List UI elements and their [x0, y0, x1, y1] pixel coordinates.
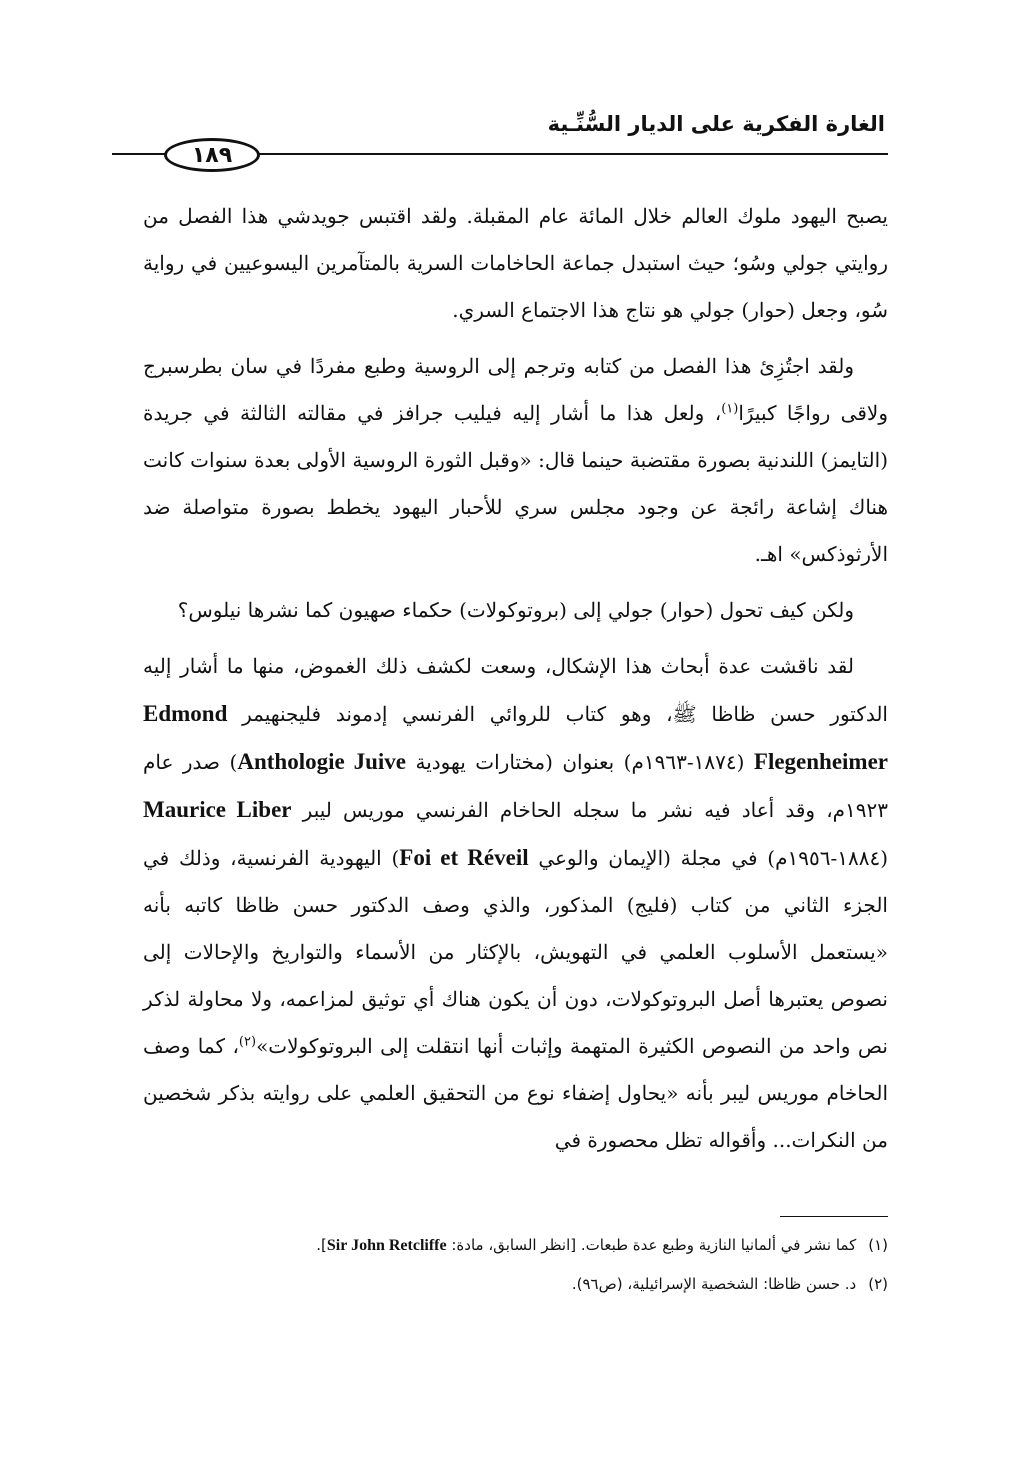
paragraph-4-text-f: ، كما وصف الحاخام موريس ليبر بأنه «يحاول إضفاء نوع من التحقيق العلمي على روايته بذكر شخصين من النكرات... وأقواله تظل محصورة في: [143, 1034, 888, 1152]
paragraph-1-text: يصبح اليهود ملوك العالم خلال المائة عام المقبلة. ولقد اقتبس جويدشي هذا الفصل من روايتي جولي وسُو؛ حيث استبدل جماعة الحاخامات السرية بالمتآمرين اليسوعيين في رواية سُو، وجعل (حوار) جولي هو نتاج هذا الاجتماع السري.: [143, 204, 888, 322]
paragraph-3-text: ولكن كيف تحول (حوار) جولي إلى (بروتوكولات) حكماء صهيون كما نشرها نيلوس؟: [177, 598, 854, 622]
footnote-1: [143, 1230, 888, 1261]
paragraph-2-text-a: ولقد اجتُزِئ هذا الفصل من كتابه وترجم إلى الروسية وطبع مفردًا في سان بطرسبرج ولاقى رواجًا كبيرًا: [143, 354, 888, 425]
footnote-2-text: د. حسن ظاظا: الشخصية الإسرائيلية، (ص٩٦).: [571, 1275, 857, 1293]
footnote-1-number: (١): [868, 1236, 888, 1254]
page-number-badge: [164, 138, 260, 172]
footnote-1-tail: ].: [316, 1236, 327, 1254]
latin-title-anthologie: Anthologie Juive: [237, 749, 406, 774]
paragraph-3: [143, 587, 888, 634]
footnote-ref-2: (٢): [238, 1034, 257, 1050]
latin-name-edmond: Edmond Flegenheimer: [143, 701, 889, 774]
page-number: ١٨٩: [191, 142, 233, 168]
footnote-2: [143, 1269, 888, 1299]
paragraph-2-text-b: ، ولعل هذا ما أشار إليه فيليب جرافز في مقالته الثالثة في جريدة (التايمز) اللندنية بصورة مقتضبة حينما قال: «وقبل الثورة الروسية الأولى بعدة سنوات كانت هناك إشاعة رائجة عن وجود مجلس سري للأحبار اليهود يخطط بصورة متواصلة ضد الأرثوذكس» اهـ.: [143, 401, 888, 566]
paragraph-4-text-d: (١٨٨٤-١٩٥٦م) في مجلة (الإيمان والوعي: [538, 846, 888, 870]
footnote-ref-1: (١): [721, 401, 739, 417]
paragraph-1: [143, 193, 888, 334]
footnote-1-text: كما نشر في ألمانيا النازية وطبع عدة طبعات. [انظر السابق، مادة:: [451, 1236, 857, 1254]
paragraph-4-text-a: لقد ناقشت عدة أبحاث هذا الإشكال، وسعت لكشف ذلك الغموض، منها ما أشار إليه الدكتور حسن ظاظا ﷺ، وهو كتاب للروائي الفرنسي إدموند فليجنهيمر: [143, 654, 888, 726]
footnote-separator: [780, 1216, 888, 1217]
body-text: [143, 193, 888, 1173]
latin-title-foi: Foi et Réveil: [399, 845, 529, 870]
paragraph-4-text-b: (١٨٧٤-١٩٦٣م) بعنوان (مختارات يهودية: [415, 750, 745, 774]
paragraph-4-text-e: ) اليهودية الفرنسية، وذلك في الجزء الثاني من كتاب (فليج) المذكور، والذي وصف الدكتور حسن ظاظا كاتبه بأنه «يستعمل الأسلوب العلمي في التهويش، بالإكثار من الأسماء والتواريخ والإحالات إلى نصوص يعتبرها أصل البروتوكولات، دون أن يكون هناك أي توثيق لمزاعمه، ولا محاولة لذكر نص واحد من النصوص الكثيرة المتهمة وإثبات أنها انتقلت إلى البروتوكولات»: [143, 846, 889, 1058]
footnotes: [143, 1230, 888, 1307]
running-header-title: الغارة الفكرية على الديار السُّنِّـية: [547, 112, 885, 136]
latin-name-maurice: Maurice Liber: [143, 797, 292, 822]
footnote-2-number: (٢): [868, 1275, 888, 1293]
paragraph-4: [143, 643, 888, 1164]
paragraph-2: [143, 343, 888, 578]
paragraph-4-text-c: ) صدر عام ١٩٢٣م، وقد أعاد فيه نشر ما سجله الحاخام الفرنسي موريس ليبر: [143, 750, 889, 822]
footnote-1-latin: Sir John Retcliffe: [326, 1237, 447, 1254]
